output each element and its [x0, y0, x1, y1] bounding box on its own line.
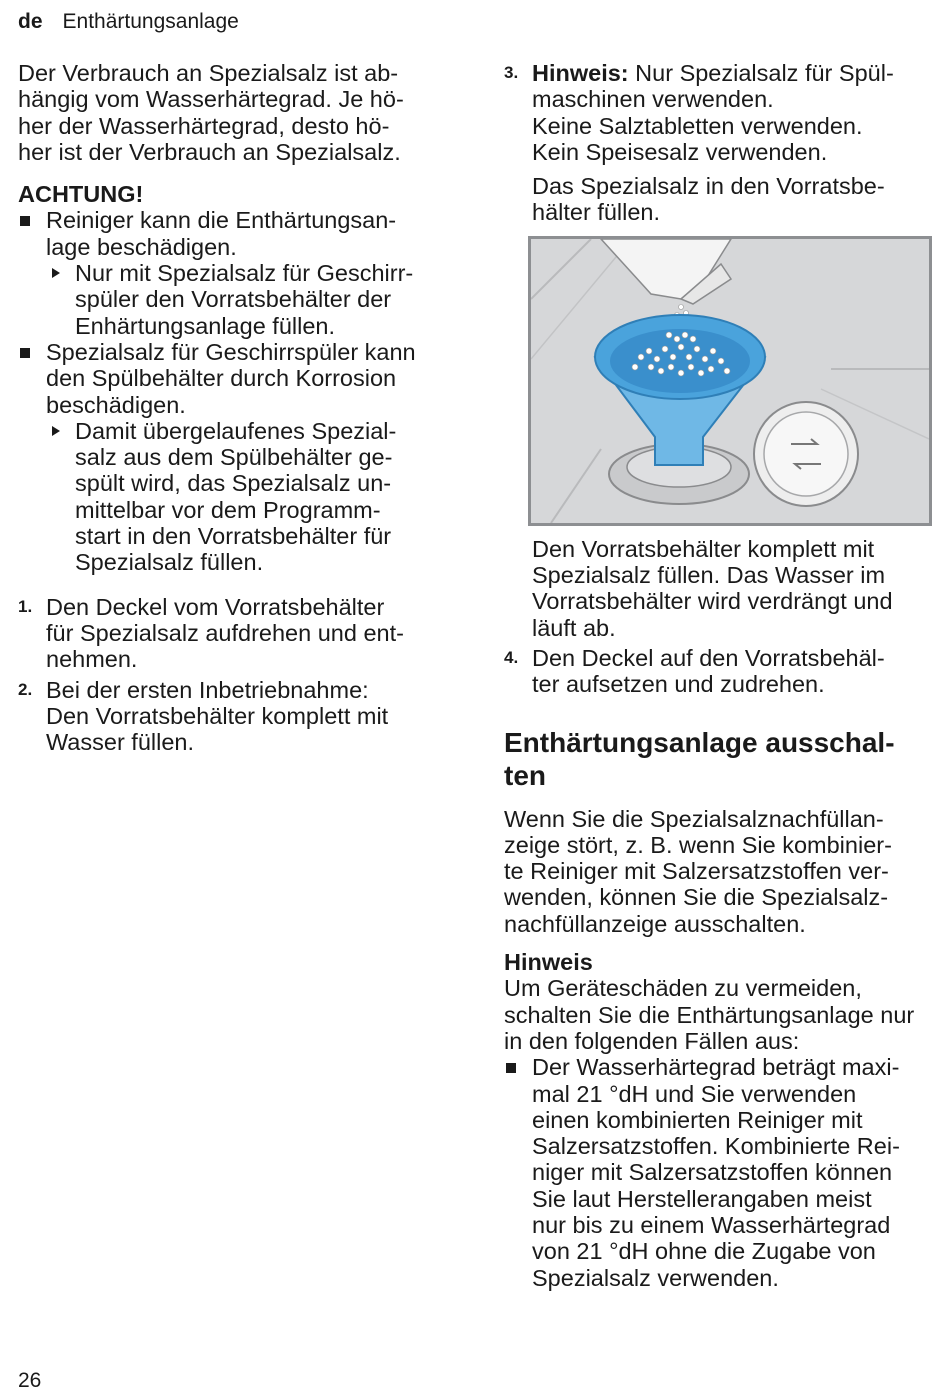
step-number: 2. [18, 679, 33, 699]
right-column [504, 60, 938, 1291]
text-line: den Spülbehälter durch Korrosion [46, 365, 397, 392]
step-4 [504, 645, 938, 698]
text-line: mal 21 °dH und Sie verwenden [532, 1080, 857, 1107]
after-figure-text [504, 536, 938, 641]
text-line: wenden, können Sie die Spezialsalz- [504, 884, 889, 911]
warning-bullet-2 [18, 339, 458, 418]
text-line: her der Wasserhärtegrad, desto hö- [18, 112, 390, 139]
text-line: ter aufsetzen und zudrehen. [532, 671, 825, 698]
text-line: für Spezialsalz aufdrehen und ent- [46, 619, 404, 646]
action-instruction-2 [18, 418, 458, 576]
step-1 [18, 594, 458, 673]
section-heading [504, 726, 938, 792]
text-line: her ist der Verbrauch an Spezialsalz. [18, 138, 401, 165]
page-header [18, 10, 239, 34]
text-line: hängig vom Wasserhärtegrad. Je hö- [18, 86, 404, 113]
intro-paragraph [18, 60, 458, 165]
text-line: nehmen. [46, 646, 138, 673]
text-line: beschädigen. [46, 391, 186, 418]
text-line: start in den Vorratsbehälter für [75, 523, 392, 550]
text-line: Der Verbrauch an Spezialsalz ist ab- [18, 60, 399, 86]
text-line: Bei der ersten Inbetriebnahme: [46, 676, 369, 703]
text-line: läuft ab. [532, 614, 616, 641]
text-line: schalten Sie die Enthärtungsanlage nur [504, 1001, 915, 1028]
text-line: in den folgenden Fällen aus: [504, 1027, 800, 1054]
section-paragraph [504, 806, 938, 937]
text-line: nachfüllanzeige ausschalten. [504, 910, 806, 937]
text-line: Enhärtungsanlage füllen. [75, 312, 336, 339]
text-line: Damit übergelaufenes Spezial- [75, 417, 397, 444]
text-line: zeige stört, z. B. wenn Sie kombinier- [504, 831, 892, 858]
salt-filling-illustration [528, 236, 932, 526]
note-label: Hinweis: [532, 60, 629, 86]
text-line: Den Deckel vom Vorratsbehälter [46, 593, 385, 620]
action-instruction-1 [18, 260, 458, 339]
text-line: spült wird, das Spezialsalz un- [75, 470, 392, 497]
text-line: Spezialsalz verwenden. [532, 1264, 779, 1291]
text-line: niger mit Salzersatzstoffen können [532, 1159, 893, 1186]
text-line: mittelbar vor dem Programm- [75, 496, 381, 523]
note-bullet [504, 1054, 938, 1291]
text-line: lage beschädigen. [46, 233, 237, 260]
text-line: einen kombinierten Reiniger mit [532, 1106, 863, 1133]
text-line: nur bis zu einem Wasserhärtegrad [532, 1212, 891, 1239]
text-line: Spezialsalz für Geschirrspüler kann [46, 338, 416, 365]
text-line: Nur Spezialsalz für Spül- [628, 60, 894, 86]
fill-instruction [504, 173, 938, 226]
text-line: ten [504, 759, 546, 791]
text-line: Den Vorratsbehälter komplett mit [46, 702, 389, 729]
text-line: Kein Speisesalz verwenden. [532, 138, 828, 165]
step-3 [504, 60, 938, 165]
section-title: Enthärtungsanlage [62, 10, 239, 33]
text-line: Reiniger kann die Enthärtungsan- [46, 207, 397, 234]
text-line: Das Spezialsalz in den Vorratsbe- [532, 173, 885, 200]
text-line: Den Vorratsbehälter komplett mit [532, 535, 875, 562]
page-number: 26 [18, 1369, 42, 1392]
text-line: Um Geräteschäden zu vermeiden, [504, 975, 862, 1002]
text-line: spüler den Vorratsbehälter der [75, 286, 392, 313]
step-number: 1. [18, 596, 33, 616]
text-line: Den Deckel auf den Vorratsbehäl- [532, 644, 885, 671]
text-line: Wenn Sie die Spezialsalznachfüllan- [504, 805, 884, 832]
step-number: 3. [504, 63, 519, 82]
text-line: Wasser füllen. [46, 729, 195, 756]
note-title: Hinweis [504, 949, 593, 976]
text-line: Spezialsalz füllen. [75, 549, 264, 576]
text-line: Nur mit Spezialsalz für Geschirr- [75, 260, 414, 287]
text-line: von 21 °dH ohne die Zugabe von [532, 1238, 876, 1265]
text-line: Sie laut Herstellerangaben meist [532, 1185, 872, 1212]
text-line: Salzersatzstoffen. Kombinierte Rei- [532, 1133, 900, 1160]
text-line: Spezialsalz füllen. Das Wasser im [532, 562, 886, 589]
language-tag: de [18, 10, 43, 33]
text-line: Der Wasserhärtegrad beträgt maxi- [532, 1054, 900, 1081]
warning-bullet-1 [18, 207, 458, 260]
caution-title: ACHTUNG! [18, 181, 144, 208]
left-column [18, 60, 458, 755]
text-line: Keine Salztabletten verwenden. [532, 112, 863, 139]
step-2 [18, 677, 458, 756]
step-number: 4. [504, 647, 519, 667]
text-line: te Reiniger mit Salzersatzstoffen ver- [504, 858, 889, 885]
text-line: Enthärtungsanlage ausschal- [504, 726, 895, 758]
text-line: hälter füllen. [532, 199, 661, 226]
text-line: salz aus dem Spülbehälter ge- [75, 444, 393, 471]
text-line: maschinen verwenden. [532, 86, 774, 113]
note-text [504, 975, 938, 1054]
text-line: Vorratsbehälter wird verdrängt und [532, 588, 893, 615]
